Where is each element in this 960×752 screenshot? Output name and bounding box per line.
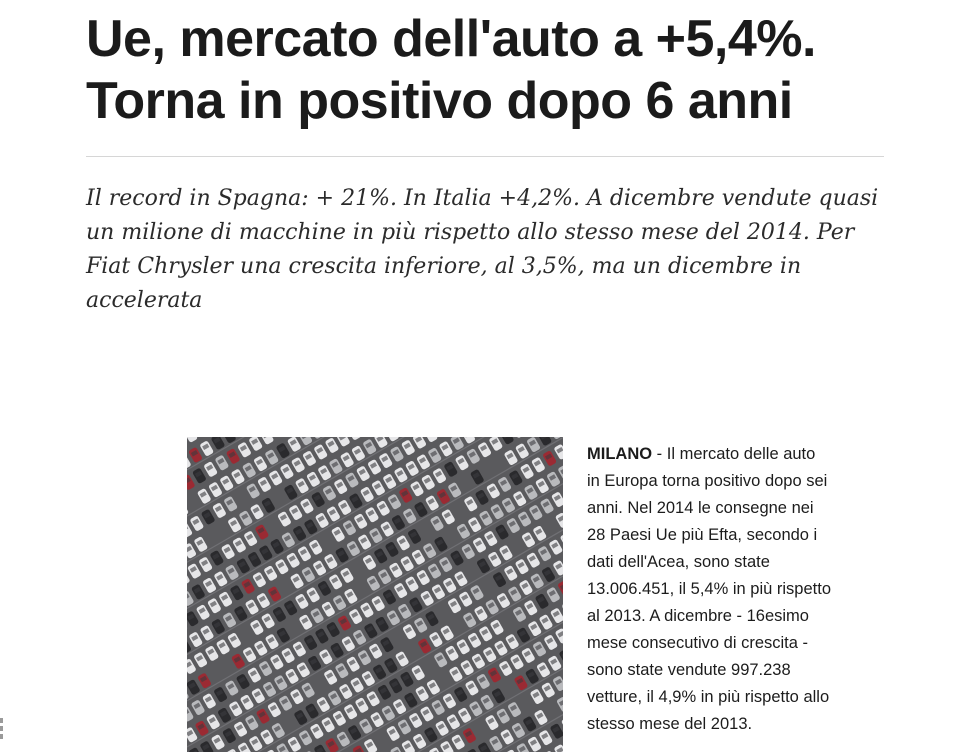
summary-line: accelerata (86, 288, 203, 313)
article-summary (86, 182, 886, 318)
body-line: vetture, il 4,9% in più rispetto allo (587, 688, 830, 706)
headline-line: Torna in positivo dopo 6 anni (86, 72, 793, 130)
body-line-text: - Il mercato delle auto (652, 445, 816, 463)
body-line: 13.006.451, il 5,4% in più rispetto (587, 580, 831, 598)
article-body (587, 441, 887, 738)
headline (86, 8, 886, 132)
body-line: sono state vendute 997.238 (587, 661, 791, 679)
summary-line: un milione di macchine in più rispetto allo stesso mese del 2014. Per (86, 220, 855, 245)
body-line: 28 Paesi Ue più Efta, secondo i (587, 526, 818, 544)
body-line: al 2013. A dicembre - 16esimo (587, 607, 809, 625)
body-line: dati dell'Acea, sono state (587, 553, 770, 571)
body-line: anni. Nel 2014 le consegne nei (587, 499, 814, 517)
article-photo (187, 437, 563, 752)
summary-line: Fiat Chrysler una crescita inferiore, al 3,5%, ma un dicembre in (86, 254, 802, 279)
body-line-first (587, 441, 887, 468)
body-line: in Europa torna positivo dopo sei (587, 472, 828, 490)
page-edge-mark (0, 718, 4, 748)
body-line: mese consecutivo di crescita - (587, 634, 809, 652)
summary-line: Il record in Spagna: + 21%. In Italia +4,2%. A dicembre vendute quasi (86, 186, 879, 211)
body-line: stesso mese del 2013. (587, 715, 753, 733)
parking-lot-image (187, 437, 563, 752)
dateline: MILANO (587, 445, 653, 463)
headline-divider (86, 156, 884, 157)
headline-line: Ue, mercato dell'auto a +5,4%. (86, 10, 816, 68)
